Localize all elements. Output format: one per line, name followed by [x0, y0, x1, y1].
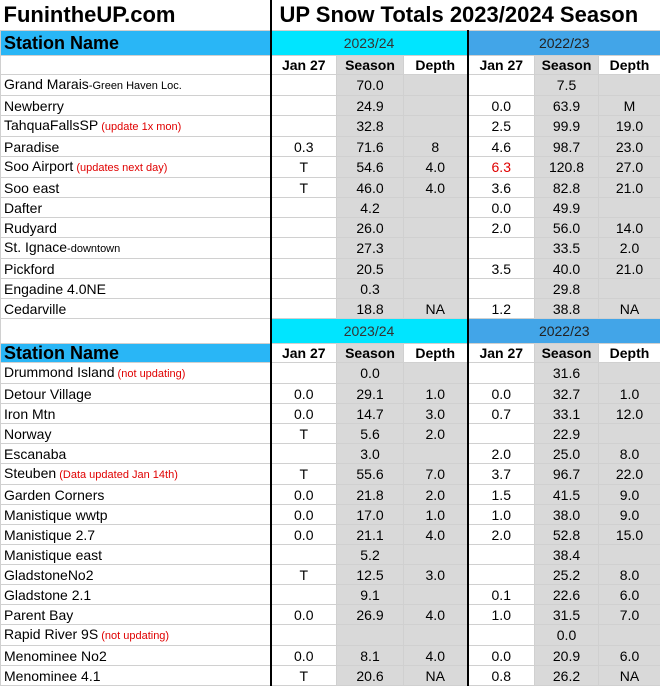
station-sublabel: -Green Haven Loc. — [89, 80, 182, 92]
column-header: Season — [535, 344, 599, 363]
value-cell — [404, 259, 468, 279]
station-row — [1, 444, 660, 464]
value-cell: 0.8 — [468, 666, 535, 686]
column-header: Depth — [599, 344, 660, 363]
value-cell: 0.1 — [468, 585, 535, 605]
station-label: Gladstone 2.1 — [4, 587, 91, 603]
value-cell: 1.2 — [468, 299, 535, 319]
value-cell: 0.3 — [271, 137, 337, 157]
blank-cell — [1, 319, 271, 344]
value-cell: 40.0 — [535, 259, 599, 279]
value-cell — [271, 75, 337, 96]
value-cell: 0.0 — [468, 198, 535, 218]
column-header: Season — [535, 56, 599, 75]
station-label: Menominee No2 — [4, 648, 107, 664]
value-cell: 2.0 — [599, 238, 660, 259]
season-band-row — [1, 319, 660, 344]
station-name — [1, 525, 271, 545]
station-name — [1, 238, 271, 259]
value-cell: 9.0 — [599, 505, 660, 525]
value-cell: 9.1 — [337, 585, 404, 605]
value-cell — [404, 198, 468, 218]
value-cell: 6.0 — [599, 585, 660, 605]
station-name — [1, 404, 271, 424]
value-cell: 26.9 — [337, 605, 404, 625]
value-cell — [599, 625, 660, 646]
value-cell: 29.8 — [535, 279, 599, 299]
station-row — [1, 157, 660, 178]
value-cell: 6.3 — [468, 157, 535, 178]
value-cell: 98.7 — [535, 137, 599, 157]
value-cell — [337, 625, 404, 646]
station-name — [1, 585, 271, 605]
value-cell: 4.0 — [404, 157, 468, 178]
value-cell: 29.1 — [337, 384, 404, 404]
value-cell: 5.2 — [337, 545, 404, 565]
station-row — [1, 384, 660, 404]
value-cell: 4.2 — [337, 198, 404, 218]
station-row — [1, 259, 660, 279]
value-cell: 31.5 — [535, 605, 599, 625]
station-row — [1, 464, 660, 485]
station-name — [1, 605, 271, 625]
value-cell: 8.1 — [337, 646, 404, 666]
value-cell — [271, 259, 337, 279]
value-cell: 21.0 — [599, 178, 660, 198]
station-label: St. Ignace — [4, 239, 67, 255]
value-cell: 27.3 — [337, 238, 404, 259]
value-cell — [404, 279, 468, 299]
station-name — [1, 625, 271, 646]
value-cell: 25.0 — [535, 444, 599, 464]
station-row — [1, 585, 660, 605]
value-cell: 4.6 — [468, 137, 535, 157]
value-cell: 3.0 — [404, 404, 468, 424]
station-label: Iron Mtn — [4, 406, 55, 422]
value-cell: 0.7 — [468, 404, 535, 424]
value-cell: 1.0 — [404, 505, 468, 525]
station-sublabel: -downtown — [67, 243, 120, 255]
value-cell: 82.8 — [535, 178, 599, 198]
column-header: Depth — [404, 56, 468, 75]
value-cell: T — [271, 464, 337, 485]
value-cell: 63.9 — [535, 96, 599, 116]
value-cell: 8 — [404, 137, 468, 157]
value-cell: 26.2 — [535, 666, 599, 686]
value-cell: 2.0 — [468, 218, 535, 238]
page-title: UP Snow Totals 2023/2024 Season — [271, 0, 660, 31]
value-cell: 22.9 — [535, 424, 599, 444]
value-cell: 1.0 — [468, 605, 535, 625]
value-cell: 33.1 — [535, 404, 599, 424]
value-cell — [271, 625, 337, 646]
value-cell: 32.8 — [337, 116, 404, 137]
station-name — [1, 178, 271, 198]
value-cell: 26.0 — [337, 218, 404, 238]
value-cell: 38.0 — [535, 505, 599, 525]
value-cell: 0.0 — [271, 505, 337, 525]
value-cell: 14.0 — [599, 218, 660, 238]
value-cell — [599, 363, 660, 384]
site-name[interactable]: FunintheUP.com — [1, 0, 271, 31]
column-header: Jan 27 — [468, 56, 535, 75]
value-cell: 19.0 — [599, 116, 660, 137]
value-cell — [468, 424, 535, 444]
value-cell: 1.0 — [599, 384, 660, 404]
station-label: Manistique wwtp — [4, 507, 108, 523]
value-cell: 17.0 — [337, 505, 404, 525]
value-cell — [404, 238, 468, 259]
station-name — [1, 545, 271, 565]
station-name — [1, 424, 271, 444]
station-label: Detour Village — [4, 386, 92, 402]
value-cell: 2.0 — [468, 444, 535, 464]
value-cell: 0.0 — [271, 404, 337, 424]
value-cell: 31.6 — [535, 363, 599, 384]
station-note: (update 1x mon) — [98, 121, 181, 133]
station-row — [1, 625, 660, 646]
value-cell: 3.6 — [468, 178, 535, 198]
station-row — [1, 525, 660, 545]
station-name — [1, 96, 271, 116]
value-cell: 0.0 — [271, 485, 337, 505]
column-header: Season — [337, 344, 404, 363]
value-cell: 8.0 — [599, 444, 660, 464]
station-label: GladstoneNo2 — [4, 567, 94, 583]
value-cell: 3.0 — [404, 565, 468, 585]
station-name — [1, 464, 271, 485]
value-cell: 1.0 — [468, 505, 535, 525]
title-row — [1, 0, 660, 31]
station-row — [1, 485, 660, 505]
value-cell: NA — [404, 299, 468, 319]
value-cell — [599, 545, 660, 565]
season-current-header: 2023/24 — [271, 31, 468, 56]
station-label: Garden Corners — [4, 487, 104, 503]
station-name-header: Station Name — [1, 344, 271, 363]
value-cell: T — [271, 565, 337, 585]
station-name — [1, 384, 271, 404]
value-cell — [271, 116, 337, 137]
value-cell — [468, 565, 535, 585]
value-cell — [271, 299, 337, 319]
column-header: Depth — [599, 56, 660, 75]
station-name — [1, 279, 271, 299]
value-cell — [271, 363, 337, 384]
value-cell: 21.1 — [337, 525, 404, 545]
station-row — [1, 363, 660, 384]
station-name — [1, 157, 271, 178]
value-cell: 4.0 — [404, 178, 468, 198]
value-cell: 0.0 — [535, 625, 599, 646]
value-cell: T — [271, 424, 337, 444]
value-cell: 4.0 — [404, 525, 468, 545]
station-name — [1, 485, 271, 505]
value-cell: T — [271, 157, 337, 178]
season-band-row — [1, 31, 660, 56]
value-cell: 49.9 — [535, 198, 599, 218]
value-cell: 1.0 — [404, 384, 468, 404]
value-cell: 46.0 — [337, 178, 404, 198]
value-cell: 0.0 — [468, 96, 535, 116]
column-header: Jan 27 — [468, 344, 535, 363]
value-cell — [271, 545, 337, 565]
value-cell: 24.9 — [337, 96, 404, 116]
station-label: Rudyard — [4, 220, 57, 236]
value-cell: 70.0 — [337, 75, 404, 96]
value-cell: 0.0 — [337, 363, 404, 384]
value-cell: 22.6 — [535, 585, 599, 605]
value-cell: 96.7 — [535, 464, 599, 485]
value-cell — [271, 198, 337, 218]
station-name — [1, 565, 271, 585]
value-cell — [468, 363, 535, 384]
value-cell: 7.0 — [599, 605, 660, 625]
station-row — [1, 238, 660, 259]
value-cell — [271, 444, 337, 464]
value-cell: 71.6 — [337, 137, 404, 157]
value-cell: 52.8 — [535, 525, 599, 545]
value-cell: 22.0 — [599, 464, 660, 485]
value-cell: 3.7 — [468, 464, 535, 485]
column-header: Jan 27 — [271, 56, 337, 75]
station-row — [1, 75, 660, 96]
station-label: Rapid River 9S — [4, 626, 98, 642]
season-prior-header: 2022/23 — [468, 31, 660, 56]
station-label: Soo Airport — [4, 158, 73, 174]
value-cell: 32.7 — [535, 384, 599, 404]
value-cell: 99.9 — [535, 116, 599, 137]
value-cell: 3.0 — [337, 444, 404, 464]
value-cell: 2.5 — [468, 116, 535, 137]
station-label: Norway — [4, 426, 51, 442]
value-cell: 2.0 — [404, 485, 468, 505]
station-label: Steuben — [4, 465, 56, 481]
value-cell — [599, 75, 660, 96]
station-row — [1, 178, 660, 198]
station-name — [1, 259, 271, 279]
station-row — [1, 299, 660, 319]
value-cell: 33.5 — [535, 238, 599, 259]
value-cell: 15.0 — [599, 525, 660, 545]
station-label: Escanaba — [4, 446, 66, 462]
station-name — [1, 137, 271, 157]
value-cell — [404, 218, 468, 238]
value-cell: NA — [599, 299, 660, 319]
station-label: Soo east — [4, 180, 59, 196]
station-label: Grand Marais — [4, 76, 89, 92]
value-cell: 38.4 — [535, 545, 599, 565]
station-row — [1, 404, 660, 424]
station-row — [1, 545, 660, 565]
station-note: (not updating) — [115, 368, 186, 380]
station-row — [1, 565, 660, 585]
value-cell: 2.0 — [404, 424, 468, 444]
value-cell — [404, 96, 468, 116]
value-cell: T — [271, 178, 337, 198]
value-cell — [599, 198, 660, 218]
value-cell: 14.7 — [337, 404, 404, 424]
value-cell: 5.6 — [337, 424, 404, 444]
value-cell — [404, 545, 468, 565]
value-cell: 25.2 — [535, 565, 599, 585]
station-name — [1, 646, 271, 666]
value-cell: M — [599, 96, 660, 116]
station-note: (not updating) — [98, 630, 169, 642]
value-cell — [468, 238, 535, 259]
station-label: Menominee 4.1 — [4, 668, 101, 684]
station-row — [1, 137, 660, 157]
value-cell: 27.0 — [599, 157, 660, 178]
value-cell: 54.6 — [337, 157, 404, 178]
value-cell — [404, 625, 468, 646]
value-cell: 20.9 — [535, 646, 599, 666]
value-cell: 120.8 — [535, 157, 599, 178]
value-cell — [271, 238, 337, 259]
value-cell — [599, 424, 660, 444]
station-name — [1, 198, 271, 218]
column-header: Season — [337, 56, 404, 75]
station-label: Parent Bay — [4, 607, 73, 623]
value-cell — [271, 96, 337, 116]
station-note: (updates next day) — [73, 162, 167, 174]
column-header: Depth — [404, 344, 468, 363]
value-cell: 3.5 — [468, 259, 535, 279]
value-cell — [404, 363, 468, 384]
value-cell — [271, 585, 337, 605]
station-name — [1, 505, 271, 525]
value-cell: 0.0 — [271, 646, 337, 666]
station-name — [1, 444, 271, 464]
station-label: TahquaFallsSP — [4, 117, 98, 133]
station-row — [1, 96, 660, 116]
station-label: Manistique east — [4, 547, 102, 563]
station-name — [1, 666, 271, 686]
station-label: Paradise — [4, 139, 59, 155]
value-cell — [468, 75, 535, 96]
station-name — [1, 299, 271, 319]
station-row — [1, 666, 660, 686]
value-cell — [271, 218, 337, 238]
station-row — [1, 116, 660, 137]
station-label: Newberry — [4, 98, 64, 114]
station-name — [1, 218, 271, 238]
value-cell: 2.0 — [468, 525, 535, 545]
station-note: (Data updated Jan 14th) — [56, 469, 178, 481]
season-current-header: 2023/24 — [271, 319, 468, 344]
station-name — [1, 116, 271, 137]
value-cell: 55.6 — [337, 464, 404, 485]
value-cell: 0.0 — [468, 384, 535, 404]
value-cell — [599, 279, 660, 299]
station-name — [1, 363, 271, 384]
station-row — [1, 218, 660, 238]
value-cell — [468, 279, 535, 299]
value-cell: 0.0 — [271, 525, 337, 545]
value-cell: 7.0 — [404, 464, 468, 485]
value-cell: 20.6 — [337, 666, 404, 686]
season-prior-header: 2022/23 — [468, 319, 660, 344]
value-cell — [404, 585, 468, 605]
value-cell — [404, 116, 468, 137]
value-cell: 1.5 — [468, 485, 535, 505]
station-row — [1, 646, 660, 666]
value-cell: 41.5 — [535, 485, 599, 505]
station-label: Cedarville — [4, 301, 66, 317]
value-cell — [468, 625, 535, 646]
station-name — [1, 75, 271, 96]
station-row — [1, 424, 660, 444]
station-label: Manistique 2.7 — [4, 527, 95, 543]
value-cell: 6.0 — [599, 646, 660, 666]
column-header-row — [1, 56, 660, 75]
value-cell — [271, 279, 337, 299]
value-cell — [404, 444, 468, 464]
value-cell: 21.0 — [599, 259, 660, 279]
station-name-header: Station Name — [1, 31, 271, 56]
value-cell: 20.5 — [337, 259, 404, 279]
value-cell: 18.8 — [337, 299, 404, 319]
blank-cell — [1, 56, 271, 75]
station-label: Drummond Island — [4, 364, 115, 380]
value-cell: 12.5 — [337, 565, 404, 585]
value-cell: 0.3 — [337, 279, 404, 299]
value-cell: NA — [404, 666, 468, 686]
station-row — [1, 505, 660, 525]
value-cell: 9.0 — [599, 485, 660, 505]
value-cell: 23.0 — [599, 137, 660, 157]
value-cell: 21.8 — [337, 485, 404, 505]
column-header-row — [1, 344, 660, 363]
station-row — [1, 198, 660, 218]
station-row — [1, 605, 660, 625]
station-row — [1, 279, 660, 299]
station-label: Pickford — [4, 261, 55, 277]
value-cell: 4.0 — [404, 646, 468, 666]
station-label: Engadine 4.0NE — [4, 281, 106, 297]
value-cell: 38.8 — [535, 299, 599, 319]
value-cell — [404, 75, 468, 96]
value-cell: 0.0 — [271, 384, 337, 404]
value-cell: 4.0 — [404, 605, 468, 625]
value-cell: 56.0 — [535, 218, 599, 238]
value-cell: 7.5 — [535, 75, 599, 96]
value-cell: 0.0 — [468, 646, 535, 666]
station-label: Dafter — [4, 200, 42, 216]
value-cell: 0.0 — [271, 605, 337, 625]
value-cell: 12.0 — [599, 404, 660, 424]
value-cell: 8.0 — [599, 565, 660, 585]
column-header: Jan 27 — [271, 344, 337, 363]
value-cell: NA — [599, 666, 660, 686]
value-cell — [468, 545, 535, 565]
value-cell: T — [271, 666, 337, 686]
